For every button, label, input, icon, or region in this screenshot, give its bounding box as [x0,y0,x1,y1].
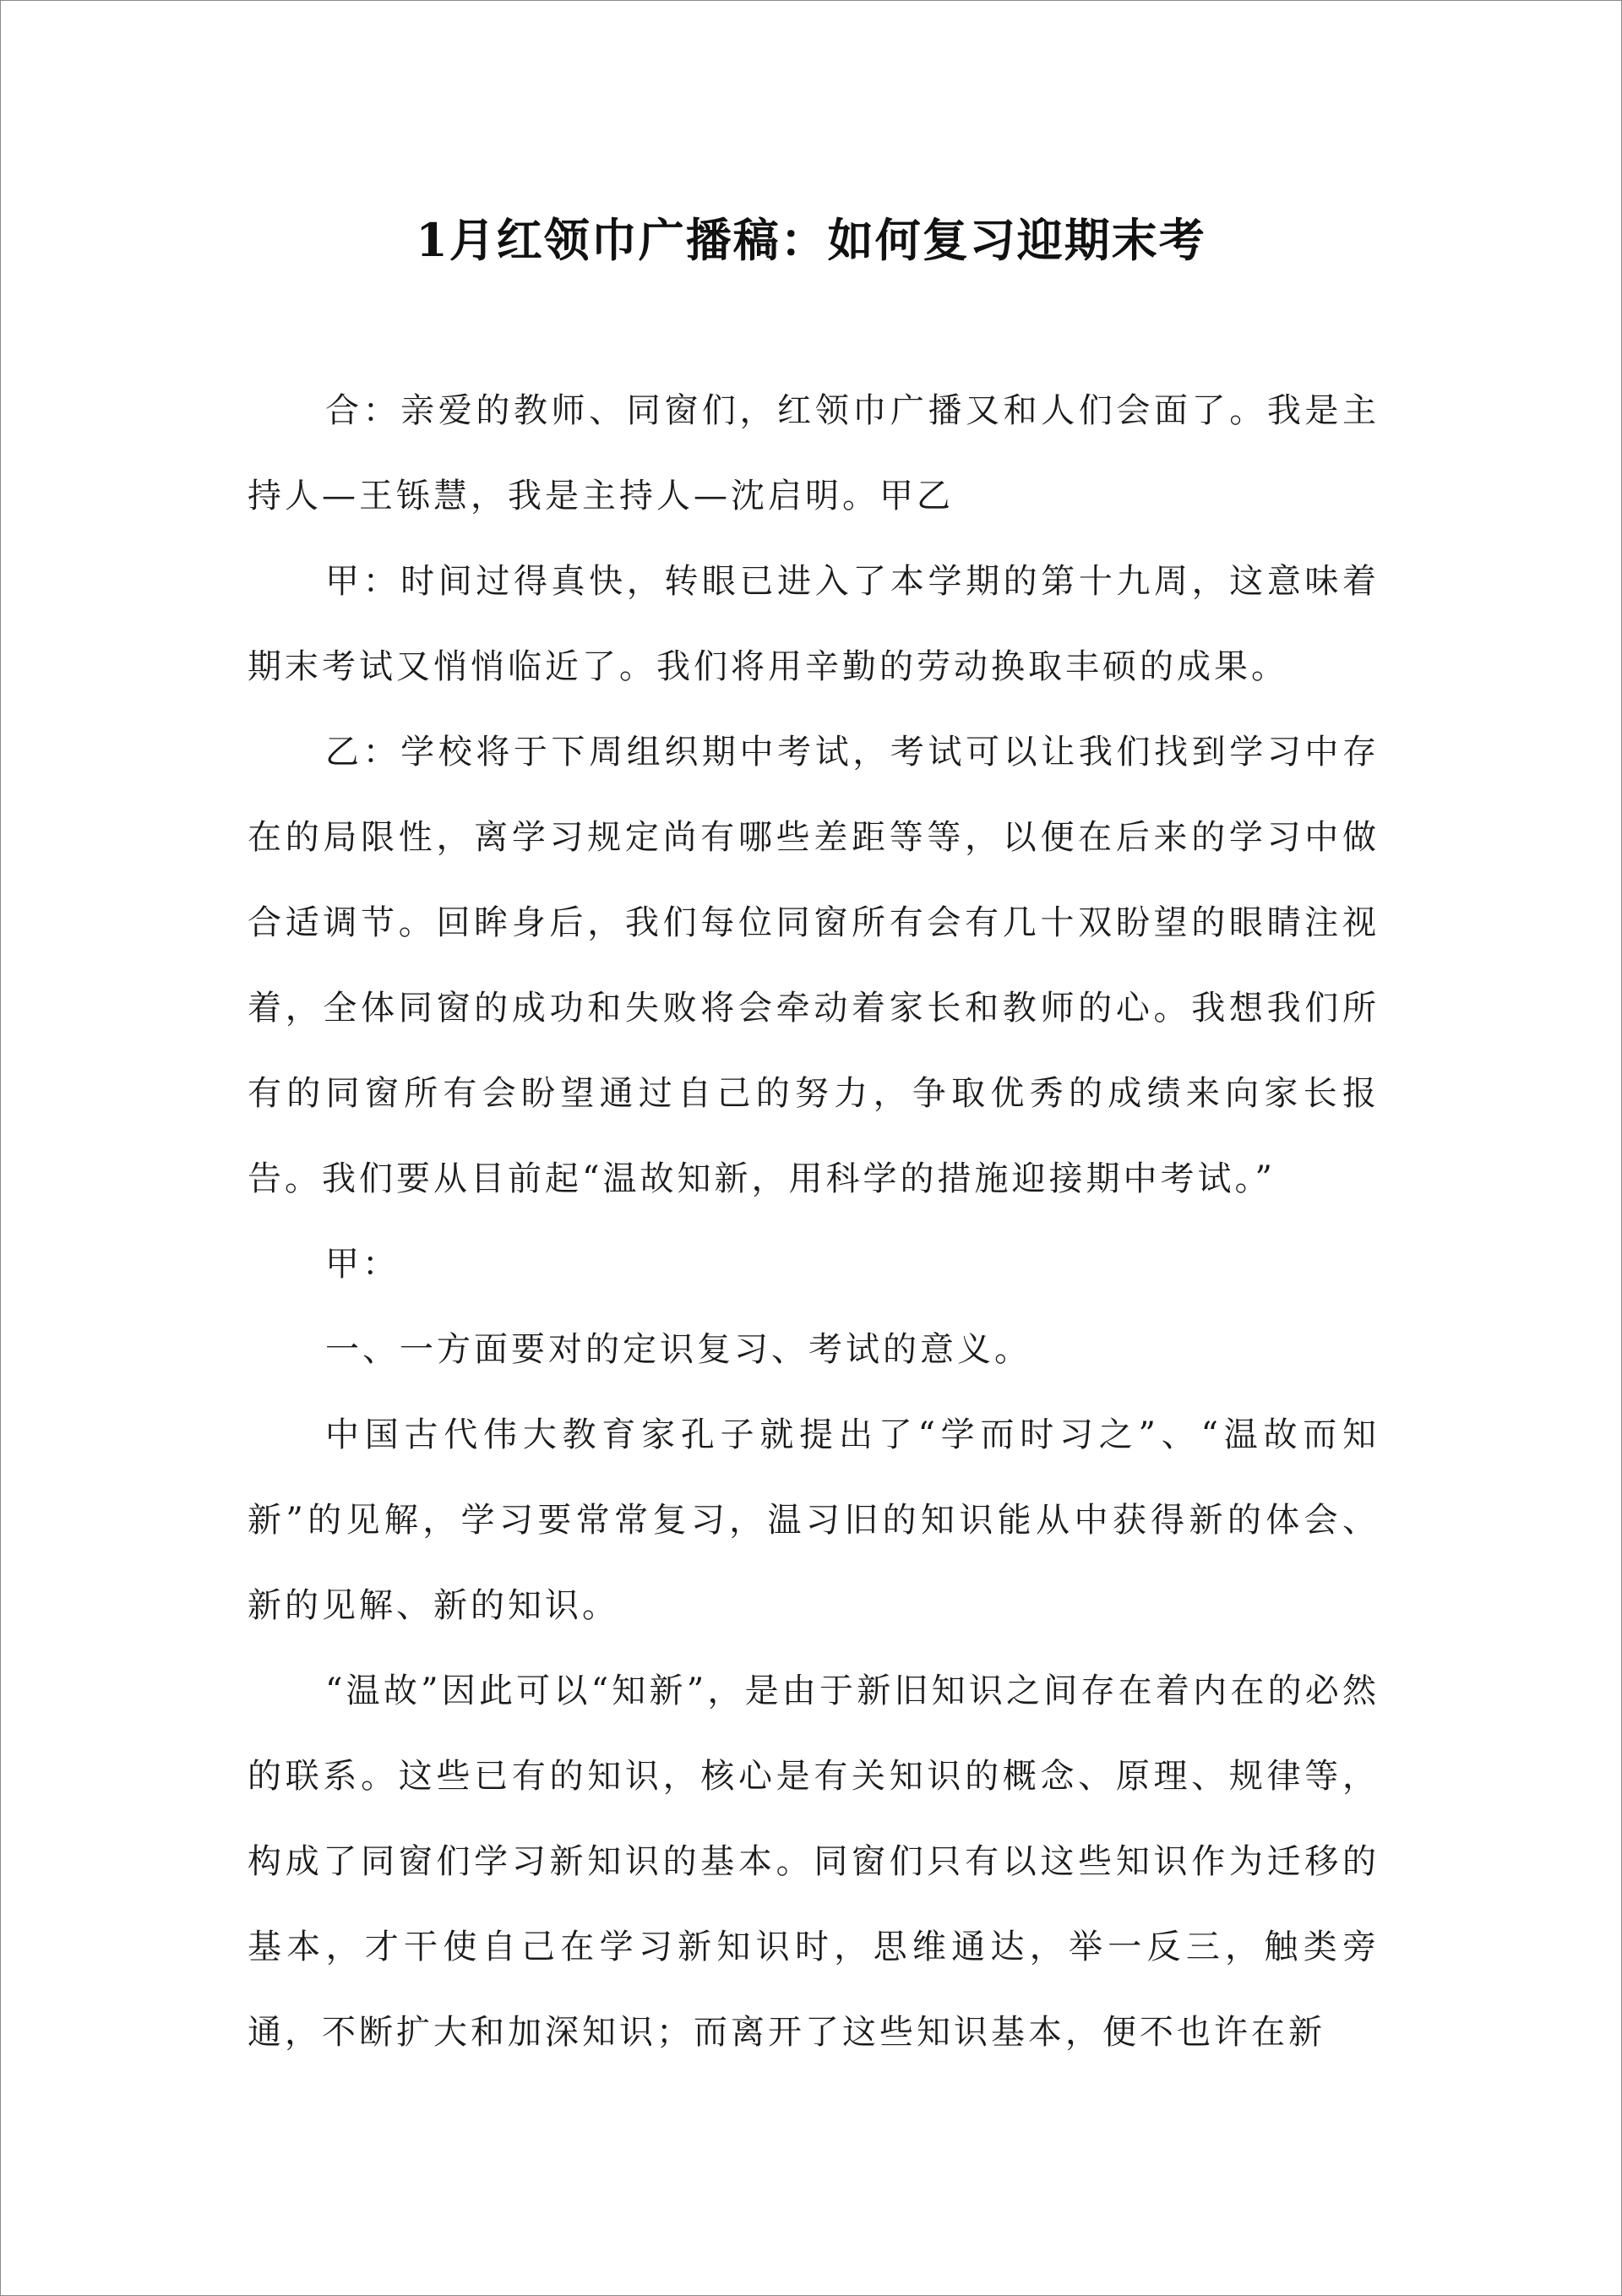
document-body [248,368,1380,2075]
document-title: 1月红领巾广播稿：如何复习迎期末考 [416,213,1206,267]
paragraph-6: 中国古代伟大教育家孔子就提出了“学而时习之”、“温故而知新”的见解，学习要常常复习，温习旧的知识能从中获得新的体会、新的见解、新的知识。 [248,1415,1380,1625]
paragraph-4: 甲： [325,1245,400,1284]
paragraph-3: 乙：学校将于下周组织期中考试，考试可以让我们找到学习中存在的局限性，离学习规定尚有哪些差距等等，以便在后来的学习中做合适调节。回眸身后，我们每位同窗所有会有几十双盼望的眼睛注视着，全体同窗的成功和失败将会牵动着家长和教师的心。我想我们所有的同窗所有会盼望通过自己的努力，争取优秀的成绩来向家长报告。我们要从目前起“温故知新，用科学的措施迎接期中考试。” [248,733,1380,1198]
paragraph-2: 甲：时间过得真快，转眼已进入了本学期的第十九周，这意味着期末考试又悄悄临近了。我们将用辛勤的劳动换取丰硕的成果。 [248,562,1380,686]
paragraph-1: 合：亲爱的教师、同窗们，红领巾广播又和人们会面了。我是主持人—王铄慧，我是主持人—沈启明。甲乙 [248,391,1380,515]
paragraph-7: “温故”因此可以“知新”，是由于新旧知识之间存在着内在的必然的联系。这些已有的知识，核心是有关知识的概念、原理、规律等，构成了同窗们学习新知识的基本。同窗们只有以这些知识作为迁移的基本，才干使自己在学习新知识时，思维通达，举一反三，触类旁通，不断扩大和加深知识；而离开了这些知识基本，便不也许在新 [248,1672,1380,2052]
paragraph-5: 一、一方面要对的定识复习、考试的意义。 [325,1330,1031,1369]
